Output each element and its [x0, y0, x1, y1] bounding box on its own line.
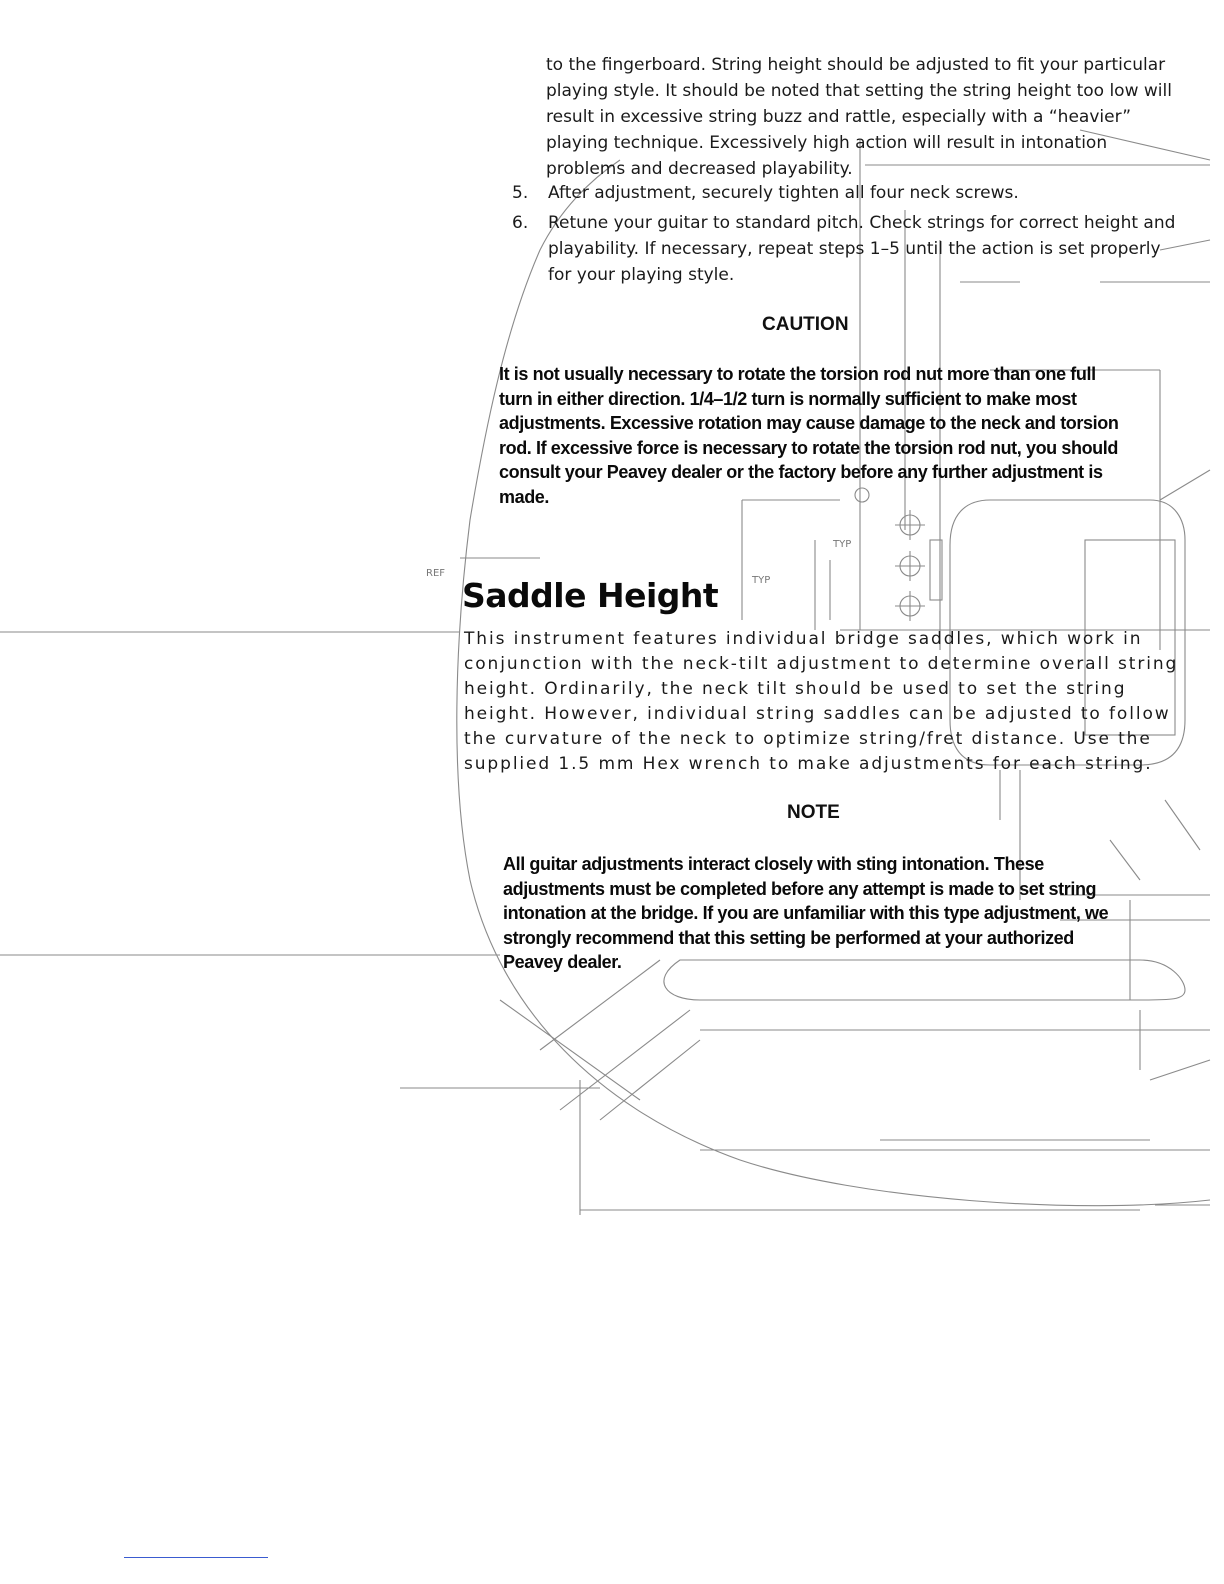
step-5	[512, 180, 1182, 206]
step-number: 6.	[512, 213, 529, 233]
footnote-separator	[124, 1557, 268, 1558]
ref-label: REF	[426, 568, 446, 579]
section-title-saddle-height: Saddle Height	[462, 576, 719, 615]
caution-heading: CAUTION	[762, 314, 849, 335]
intro-paragraph: to the fingerboard. String height should be adjusted to fit your particular playing style. It should be noted that setting the string height too low will result in excessive string buzz and rattle, especially with a “heavier” playing technique. Excessively high action will result in intonation problems and decreased playability.	[546, 55, 1172, 179]
typ-label-1: TYP	[833, 539, 852, 550]
step-6	[512, 210, 1182, 290]
step-text: Retune your guitar to standard pitch. Check strings for correct height and playability. If necessary, repeat steps 1–5 until the action is set properly for your playing style.	[548, 213, 1176, 285]
step-text: After adjustment, securely tighten all four neck screws.	[548, 183, 1019, 203]
step-number: 5.	[512, 183, 529, 203]
note-heading: NOTE	[787, 802, 840, 823]
saddle-height-paragraph: This instrument features individual bridge saddles, which work in conjunction with the neck-tilt adjustment to determine overall string height. Ordinarily, the neck tilt should be used to set the string height. However, individual string saddles can be adjusted to follow the curvature of the neck to optimize string/fret distance. Use the supplied 1.5 mm Hex wrench to make adjustments for each string.	[464, 629, 1179, 774]
note-text: All guitar adjustments interact closely with sting intonation. These adjustments must be completed before any attempt is made to set string intonation at the bridge. If you are unfamiliar with this type adjustment, we strongly recommend that this setting be performed at your authorized Peavey dealer.	[503, 854, 1109, 972]
typ-label-2: TYP	[752, 575, 771, 586]
caution-text: It is not usually necessary to rotate the torsion rod nut more than one full turn in either direction. 1/4–1/2 turn is normally sufficient to make most adjustments. Excessive rotation may cause damage to the neck and torsion rod. If excessive force is necessary to rotate the torsion rod nut, you should consult your Peavey dealer or the factory before any further adjustment is made.	[499, 364, 1119, 507]
